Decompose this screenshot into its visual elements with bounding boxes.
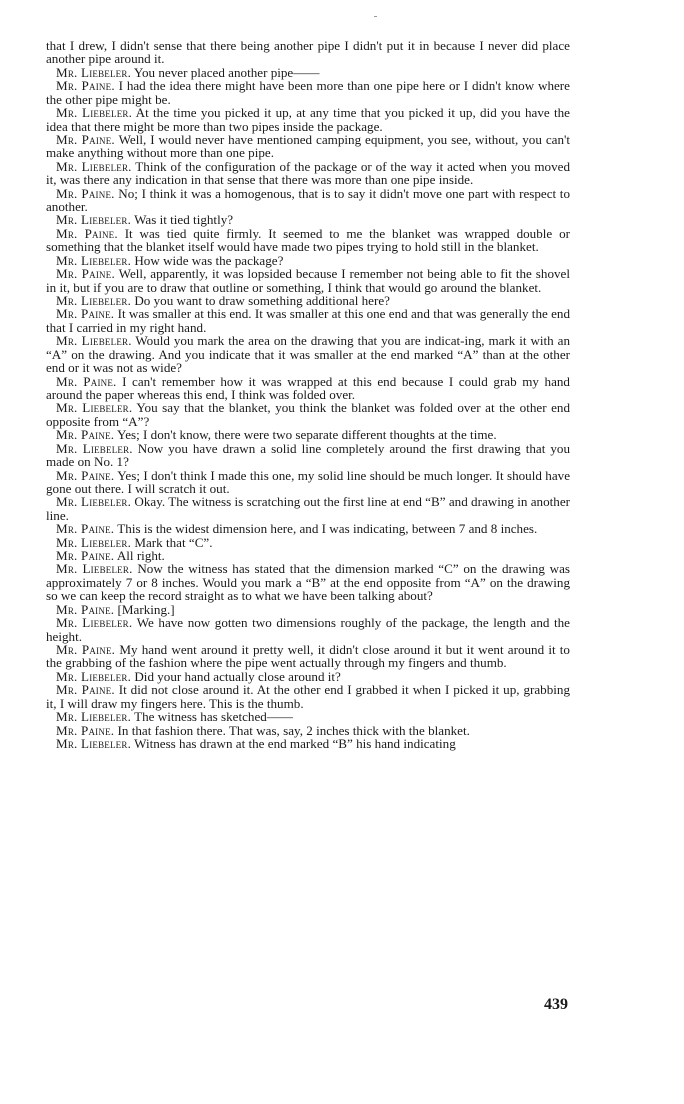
paragraph-text: Mark that “C”. — [134, 534, 213, 550]
speaker-name: Mr. Liebeler. — [56, 158, 132, 174]
testimony-paragraph — [46, 495, 570, 522]
paragraph-text: Yes; I don't know, there were two separate different thoughts at the time. — [117, 427, 497, 443]
testimony-paragraph — [46, 536, 570, 549]
speaker-name: Mr. Paine. — [56, 131, 115, 147]
testimony-paragraph — [46, 522, 570, 535]
paragraph-text: Do you want to draw something additional here? — [134, 293, 390, 309]
testimony-paragraph — [46, 469, 570, 496]
testimony-paragraph — [46, 401, 570, 428]
paragraph-text: that I drew, I didn't sense that there being another pipe I didn't put it in because I never did place another pipe around it. — [46, 38, 570, 67]
testimony-paragraph — [46, 562, 570, 602]
testimony-paragraph — [46, 106, 570, 133]
paragraph-text: I had the idea there might have been more than one pipe here or I didn't know where the other pipe might be. — [46, 78, 570, 107]
speaker-name: Mr. Liebeler. — [56, 440, 133, 456]
paragraph-text: How wide was the package? — [134, 252, 284, 268]
paragraph-text: Yes; I don't think I made this one, my solid line should be much longer. It should have gone out there. I will scratch it out. — [46, 467, 570, 496]
testimony-paragraph — [46, 254, 570, 267]
testimony-paragraph — [46, 307, 570, 334]
speaker-name: Mr. Paine. — [56, 373, 117, 389]
paragraph-text: Would you mark the area on the drawing that you are indicat-ing, mark it with an “A” on the drawing. And you indicate that it was smaller at the end marked “A” than at the other end or it was not as wide? — [46, 333, 570, 376]
testimony-paragraph — [46, 724, 570, 737]
paragraph-text: Well, I would never have mentioned camping equipment, you see, without, you can't make anything without more than one pipe. — [46, 131, 570, 161]
paragraph-text: It was tied quite firmly. It seemed to me the blanket was wrapped double or something that the blanket itself would have made two pipes trying to hold still in the blanket. — [46, 225, 570, 255]
paragraph-text: Think of the configuration of the package or of the way it acted when you moved it, was there any indication in that sense that there was more than one pipe inside. — [46, 158, 570, 188]
testimony-paragraph — [46, 227, 570, 254]
speaker-name: Mr. Paine. — [56, 185, 115, 201]
paragraph-text: No; I think it was a homogenous, that is to say it didn't move one part with respect to another. — [46, 185, 570, 215]
paragraph-text: You never placed another pipe—— — [133, 64, 320, 80]
testimony-paragraph — [46, 603, 570, 616]
paragraph-text: I can't remember how it was wrapped at this end because I could grab my hand around the paper whereas this end, I think was folded over. — [46, 373, 570, 402]
speaker-name: Mr. Liebeler. — [56, 709, 132, 725]
paragraph-text: Did your hand actually close around it? — [134, 668, 341, 684]
paragraph-text: You say that the blanket, you think the blanket was folded over at the other end opposite from “A”? — [46, 400, 570, 429]
speaker-name: Mr. Paine. — [56, 601, 115, 617]
speaker-name: Mr. Paine. — [56, 548, 115, 564]
speaker-name: Mr. Liebeler. — [56, 534, 132, 550]
speaker-name: Mr. Liebeler. — [56, 561, 133, 577]
speaker-name: Mr. Paine. — [56, 427, 115, 443]
testimony-paragraph — [46, 683, 570, 710]
testimony-paragraph — [46, 428, 570, 441]
paragraph-text: Now the witness has stated that the dimension marked “C” on the drawing was approximately 7 or 8 inches. Would you mark a “B” at the end opposite from “A” on the drawing so we can keep the record straight as to what we have been talking about? — [46, 561, 571, 604]
speaker-name: Mr. Liebeler. — [56, 400, 133, 416]
testimony-paragraph — [46, 133, 570, 160]
paragraph-text: The witness has sketched—— — [134, 709, 294, 725]
paragraph-text: Now you have drawn a solid line completely around the first drawing that you made on No. 1? — [46, 440, 570, 470]
paragraph-text: My hand went around it pretty well, it didn't close around it but it went around it to the grabbing of the fashion where the pipe went actually through my fingers and thumb. — [46, 641, 570, 671]
speaker-name: Mr. Liebeler. — [56, 64, 132, 80]
testimony-paragraph — [46, 670, 570, 683]
speaker-name: Mr. Paine. — [56, 722, 115, 738]
testimony-paragraph — [46, 549, 570, 562]
testimony-paragraph — [46, 66, 570, 79]
speaker-name: Mr. Liebeler. — [56, 105, 133, 121]
paragraph-text: In that fashion there. That was, say, 2 inches thick with the blanket. — [117, 722, 470, 738]
testimony-paragraph — [46, 79, 570, 106]
scan-mark — [374, 16, 377, 17]
testimony-paragraph — [46, 39, 570, 66]
speaker-name: Mr. Paine. — [56, 521, 115, 537]
testimony-paragraph — [46, 160, 570, 187]
speaker-name: Mr. Paine. — [56, 266, 115, 282]
testimony-paragraph — [46, 442, 570, 469]
speaker-name: Mr. Paine. — [56, 641, 116, 657]
paragraph-text: [Marking.] — [117, 601, 175, 617]
speaker-name: Mr. Paine. — [56, 306, 115, 322]
paragraph-text: Okay. The witness is scratching out the first line at end “B” and drawing in another line. — [46, 494, 570, 523]
speaker-name: Mr. Liebeler. — [56, 735, 132, 751]
testimony-text — [46, 39, 570, 750]
testimony-paragraph — [46, 710, 570, 723]
paragraph-text: This is the widest dimension here, and I was indicating, between 7 and 8 inches. — [117, 521, 538, 537]
testimony-paragraph — [46, 294, 570, 307]
speaker-name: Mr. Liebeler. — [56, 293, 132, 309]
paragraph-text: It was smaller at this end. It was smaller at this one end and that was generally the end that I carried in my right hand. — [46, 306, 571, 335]
page-number: 439 — [544, 996, 568, 1013]
speaker-name: Mr. Paine. — [56, 467, 115, 483]
paragraph-text: All right. — [116, 548, 165, 564]
testimony-paragraph — [46, 334, 570, 374]
speaker-name: Mr. Paine. — [56, 225, 118, 241]
speaker-name: Mr. Liebeler. — [56, 494, 132, 510]
testimony-paragraph — [46, 737, 570, 750]
speaker-name: Mr. Liebeler. — [56, 615, 133, 631]
paragraph-text: Was it tied tightly? — [134, 212, 234, 228]
paragraph-text: Witness has drawn at the end marked “B” his hand indicating — [134, 735, 456, 751]
testimony-paragraph — [46, 213, 570, 226]
testimony-paragraph — [46, 643, 570, 670]
testimony-paragraph — [46, 267, 570, 294]
testimony-paragraph — [46, 616, 570, 643]
speaker-name: Mr. Liebeler. — [56, 212, 132, 228]
paragraph-text: At the time you picked it up, at any time that you picked it up, did you have the idea that there might be more than two pipes inside the package. — [46, 105, 570, 134]
testimony-paragraph — [46, 187, 570, 214]
paragraph-text: It did not close around it. At the other end I grabbed it when I picked it up, grabbing it, I will draw my fingers here. This is the thumb. — [46, 682, 570, 711]
speaker-name: Mr. Paine. — [56, 682, 115, 698]
speaker-name: Mr. Liebeler. — [56, 333, 132, 349]
paragraph-text: Well, apparently, it was lopsided because I remember not being able to fit the shovel in it, but if you are to draw that outline or something, I think that would go around the blanket. — [46, 266, 570, 295]
speaker-name: Mr. Liebeler. — [56, 668, 132, 684]
speaker-name: Mr. Liebeler. — [56, 252, 132, 268]
speaker-name: Mr. Paine. — [56, 78, 115, 94]
paragraph-text: We have now gotten two dimensions roughly of the package, the length and the height. — [46, 615, 570, 644]
testimony-paragraph — [46, 375, 570, 402]
